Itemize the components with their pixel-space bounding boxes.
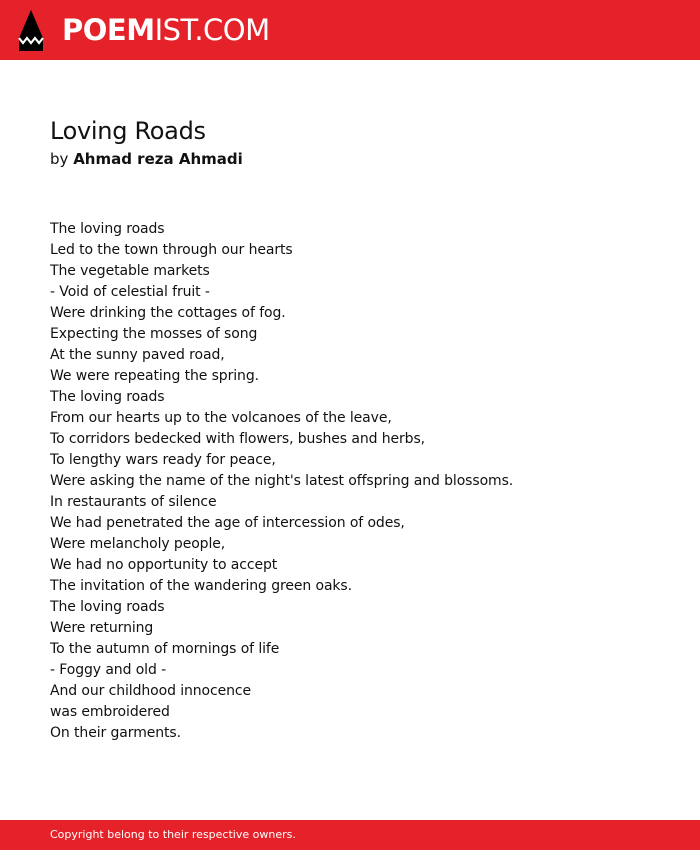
poem-line: In restaurants of silence <box>50 494 217 510</box>
poem-line: To the autumn of mornings of life <box>50 641 280 657</box>
poem-line: To corridors bedecked with flowers, bushes and herbs, <box>50 431 426 447</box>
poem-line: Led to the town through our hearts <box>50 242 293 258</box>
site-footer <box>0 820 700 850</box>
site-header <box>0 0 700 60</box>
poem-line: Were returning <box>50 620 154 636</box>
site-logo-link[interactable] <box>62 12 270 48</box>
poem-line: And our childhood innocence <box>50 683 252 699</box>
poem-line: At the sunny paved road, <box>50 347 225 363</box>
poem-line: We were repeating the spring. <box>50 368 259 384</box>
poem-line: We had penetrated the age of intercession of odes, <box>50 515 405 531</box>
poem-line: - Foggy and old - <box>50 662 167 678</box>
poem-line: On their garments. <box>50 725 181 741</box>
author-name: Ahmad reza Ahmadi <box>73 150 243 168</box>
poem-title: Loving Roads <box>50 117 206 145</box>
poem-line: - Void of celestial fruit - <box>50 284 210 300</box>
poem-line: The loving roads <box>50 221 165 237</box>
poem-body <box>50 219 513 744</box>
poem-line: To lengthy wars ready for peace, <box>50 452 276 468</box>
poem-line: The invitation of the wandering green oaks. <box>50 578 352 594</box>
poem-line: The loving roads <box>50 389 165 405</box>
poem-line: was embroidered <box>50 704 170 720</box>
poem-line: The vegetable markets <box>50 263 210 279</box>
logo-text-bold: POEM <box>62 13 155 47</box>
poem-line: We had no opportunity to accept <box>50 557 278 573</box>
poem-line: From our hearts up to the volcanoes of the leave, <box>50 410 392 426</box>
logo-text-light: IST.COM <box>154 13 270 47</box>
poem-line: Were melancholy people, <box>50 536 226 552</box>
poem-line: Expecting the mosses of song <box>50 326 258 342</box>
poem-line: Were asking the name of the night's latest offspring and blossoms. <box>50 473 514 489</box>
by-label: by <box>50 150 69 168</box>
poem-line: The loving roads <box>50 599 165 615</box>
pencil-tip-icon[interactable] <box>18 10 44 51</box>
copyright-text: Copyright belong to their respective owners. <box>50 828 296 841</box>
poem-byline <box>50 148 243 170</box>
poem-line: Were drinking the cottages of fog. <box>50 305 286 321</box>
